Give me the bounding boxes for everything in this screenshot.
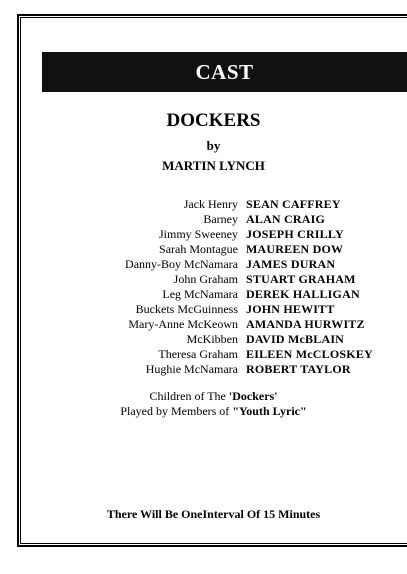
actor-name: MAUREEN DOW <box>246 242 344 256</box>
children-line-2-prefix: Played by Members of <box>120 404 233 418</box>
actor-name: JOSEPH CRILLY <box>246 227 344 241</box>
role-name: Mary-Anne McKeown <box>128 317 238 331</box>
role-name: Barney <box>203 212 238 226</box>
actor-name: ROBERT TAYLOR <box>246 362 351 376</box>
cast-row <box>30 197 400 212</box>
cast-row <box>30 317 400 332</box>
actor-name: AMANDA HURWITZ <box>246 317 365 331</box>
role-name: Danny-Boy McNamara <box>125 257 238 271</box>
children-line-2 <box>20 404 407 419</box>
cast-row <box>30 212 400 227</box>
role-name: Jimmy Sweeney <box>159 227 238 241</box>
role-name: Hughie McNamara <box>145 362 238 376</box>
children-line-2-bold: "Youth Lyric" <box>232 404 307 418</box>
cast-list <box>30 197 400 377</box>
role-name: Leg McNamara <box>162 287 238 301</box>
actor-name: ALAN CRAIG <box>246 212 326 226</box>
role-name: Theresa Graham <box>158 347 238 361</box>
actor-name: DEREK HALLIGAN <box>246 287 360 301</box>
role-name: Jack Henry <box>183 197 238 211</box>
banner-title: CAST <box>195 60 254 84</box>
role-name: John Graham <box>173 272 238 286</box>
cast-row <box>30 362 400 377</box>
cast-row <box>30 347 400 362</box>
actor-name: JOHN HEWITT <box>246 302 335 316</box>
author-name: MARTIN LYNCH <box>162 158 265 173</box>
cast-row <box>30 287 400 302</box>
by-line: by <box>206 138 221 153</box>
play-title: DOCKERS <box>166 110 261 131</box>
cast-row <box>30 227 400 242</box>
children-note <box>20 389 407 419</box>
actor-name: EILEEN McCLOSKEY <box>246 347 373 361</box>
actor-name: JAMES DURAN <box>246 257 336 271</box>
cast-row <box>30 257 400 272</box>
role-name: Buckets McGuinness <box>135 302 238 316</box>
role-name: Sarah Montague <box>159 242 238 256</box>
role-name: McKibben <box>186 332 238 346</box>
cast-row <box>30 332 400 347</box>
children-line-1 <box>20 389 407 404</box>
children-line-1-prefix: Children of The <box>149 389 229 403</box>
children-line-1-bold: 'Dockers' <box>228 389 278 403</box>
interval-notice: There Will Be OneInterval Of 15 Minutes <box>106 507 321 521</box>
cast-row <box>30 242 400 257</box>
actor-name: SEAN CAFFREY <box>246 197 341 211</box>
actor-name: STUART GRAHAM <box>246 272 356 286</box>
actor-name: DAVID McBLAIN <box>246 332 345 346</box>
cast-row <box>30 272 400 287</box>
cast-row <box>30 302 400 317</box>
